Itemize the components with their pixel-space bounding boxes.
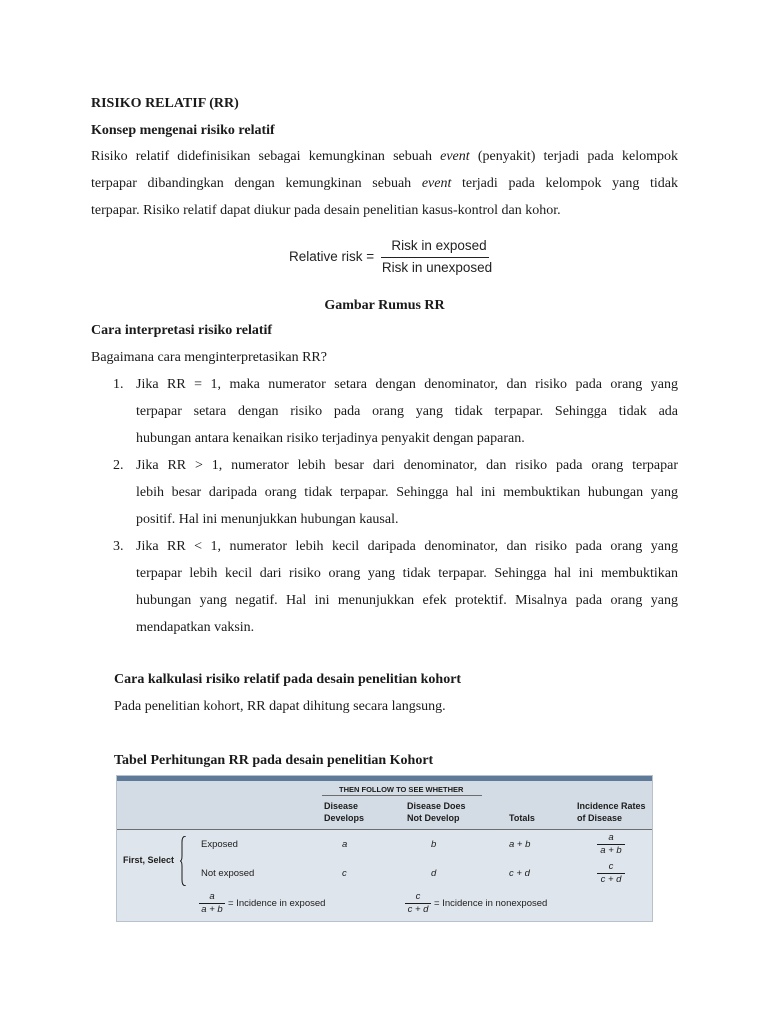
row-label-exposed: Exposed xyxy=(201,839,238,850)
formula-lhs: Relative risk = xyxy=(289,249,375,264)
cell-total-exposed: a + b xyxy=(509,839,531,850)
header-not-develop-1: Disease Does xyxy=(407,801,466,811)
rate-exposed-denominator: a + b xyxy=(600,845,622,856)
concept-paragraph-line-1: Risiko relatif didefinisikan sebagai kemungkinan sebuah event (penyakit) terjadi pada kelompok xyxy=(91,149,679,164)
cell-b: b xyxy=(431,839,437,850)
footer-fraction-exposed xyxy=(199,892,225,915)
formula-denominator: Risk in unexposed xyxy=(381,260,493,275)
footer-fraction-nonexposed xyxy=(405,892,431,915)
list-item-line: lebih besar daripada orang tidak terpapar. Sehingga hal ini membuktikan hubungan yang xyxy=(136,485,678,500)
footer-exposed-numerator: a xyxy=(209,891,215,902)
list-item-number: 2. xyxy=(113,458,124,473)
document-heading: RISIKO RELATIF (RR) xyxy=(91,96,239,111)
table-banner: THEN FOLLOW TO SEE WHETHER xyxy=(339,785,464,794)
header-not-develop-2: Not Develop xyxy=(407,813,460,823)
calc-text: Pada penelitian kohort, RR dapat dihitung secara langsung. xyxy=(114,699,446,714)
banner-rule xyxy=(322,795,482,796)
cell-total-not-exposed: c + d xyxy=(509,868,530,879)
list-item-line: mendapatkan vaksin. xyxy=(136,620,255,635)
rate-not-exposed-denominator: c + d xyxy=(600,874,622,885)
list-item-line: terpapar lebih kecil dari risiko orang yang tidak terpapar. Sehingga hal ini membuktikan xyxy=(136,566,678,581)
figure-caption: Gambar Rumus RR xyxy=(324,298,445,313)
rate-not-exposed-numerator: c xyxy=(608,861,614,872)
list-item-number: 3. xyxy=(113,539,124,554)
cell-d: d xyxy=(431,868,437,879)
rate-exposed xyxy=(597,833,625,856)
header-totals: Totals xyxy=(509,813,535,823)
list-item-line: positif. Hal ini menunjukkan hubungan kausal. xyxy=(136,512,399,527)
brace-icon xyxy=(180,836,186,886)
interpretation-question: Bagaimana cara menginterpretasikan RR? xyxy=(91,350,327,365)
footer-nonexposed-numerator: c xyxy=(415,891,421,902)
cohort-table-figure xyxy=(116,775,653,922)
formula-fraction-bar xyxy=(381,257,489,258)
table-caption: Tabel Perhitungan RR pada desain penelitian Kohort xyxy=(114,753,434,768)
rate-not-exposed xyxy=(597,862,625,885)
calc-title: Cara kalkulasi risiko relatif pada desain penelitian kohort xyxy=(114,672,462,687)
header-divider xyxy=(117,829,652,830)
list-item-number: 1. xyxy=(113,377,124,392)
header-disease-develops-1: Disease xyxy=(324,801,359,811)
list-item-line: Jika RR < 1, numerator lebih kecil daripada denominator, dan risiko pada orang yang xyxy=(136,539,678,554)
header-incidence-rates-2: of Disease xyxy=(577,813,623,823)
list-item-line: terpapar setara dengan risiko pada orang yang tidak terpapar. Sehingga tidak ada xyxy=(136,404,678,419)
list-item-line: hubungan antara kenaikan risiko terjadinya penyakit dengan paparan. xyxy=(136,431,525,446)
list-item-line: Jika RR > 1, numerator lebih besar dari denominator, dan risiko pada orang terpapar xyxy=(136,458,678,473)
list-item-line: hubungan yang negatif. Hal ini menunjukkan efek protektif. Misalnya pada orang yang xyxy=(136,593,678,608)
header-incidence-rates-1: Incidence Rates xyxy=(577,801,646,811)
concept-title: Konsep mengenai risiko relatif xyxy=(91,123,275,138)
formula-numerator: Risk in exposed xyxy=(391,238,487,253)
footer-exposed-text: = Incidence in exposed xyxy=(228,898,326,909)
header-disease-develops-2: Develops xyxy=(324,813,365,823)
relative-risk-formula xyxy=(289,237,499,281)
footer-exposed-denominator: a + b xyxy=(201,904,223,915)
concept-paragraph-line-2: terpapar dibandingkan dengan kemungkinan sebuah event terjadi pada kelompok yang tidak xyxy=(91,176,679,191)
concept-paragraph-line-3: terpapar. Risiko relatif dapat diukur pada desain penelitian kasus-kontrol dan kohor. xyxy=(91,203,561,218)
footer-nonexposed-denominator: c + d xyxy=(407,904,429,915)
row-label-not-exposed: Not exposed xyxy=(201,868,255,879)
cell-c: c xyxy=(342,868,347,879)
cell-a: a xyxy=(342,839,348,850)
list-item-line: Jika RR = 1, maka numerator setara dengan denominator, dan risiko pada orang yang xyxy=(136,377,678,392)
first-select-label: First, Select xyxy=(123,855,175,865)
rate-exposed-numerator: a xyxy=(608,832,614,843)
footer-nonexposed-text: = Incidence in nonexposed xyxy=(434,898,548,909)
interpretation-title: Cara interpretasi risiko relatif xyxy=(91,323,273,338)
